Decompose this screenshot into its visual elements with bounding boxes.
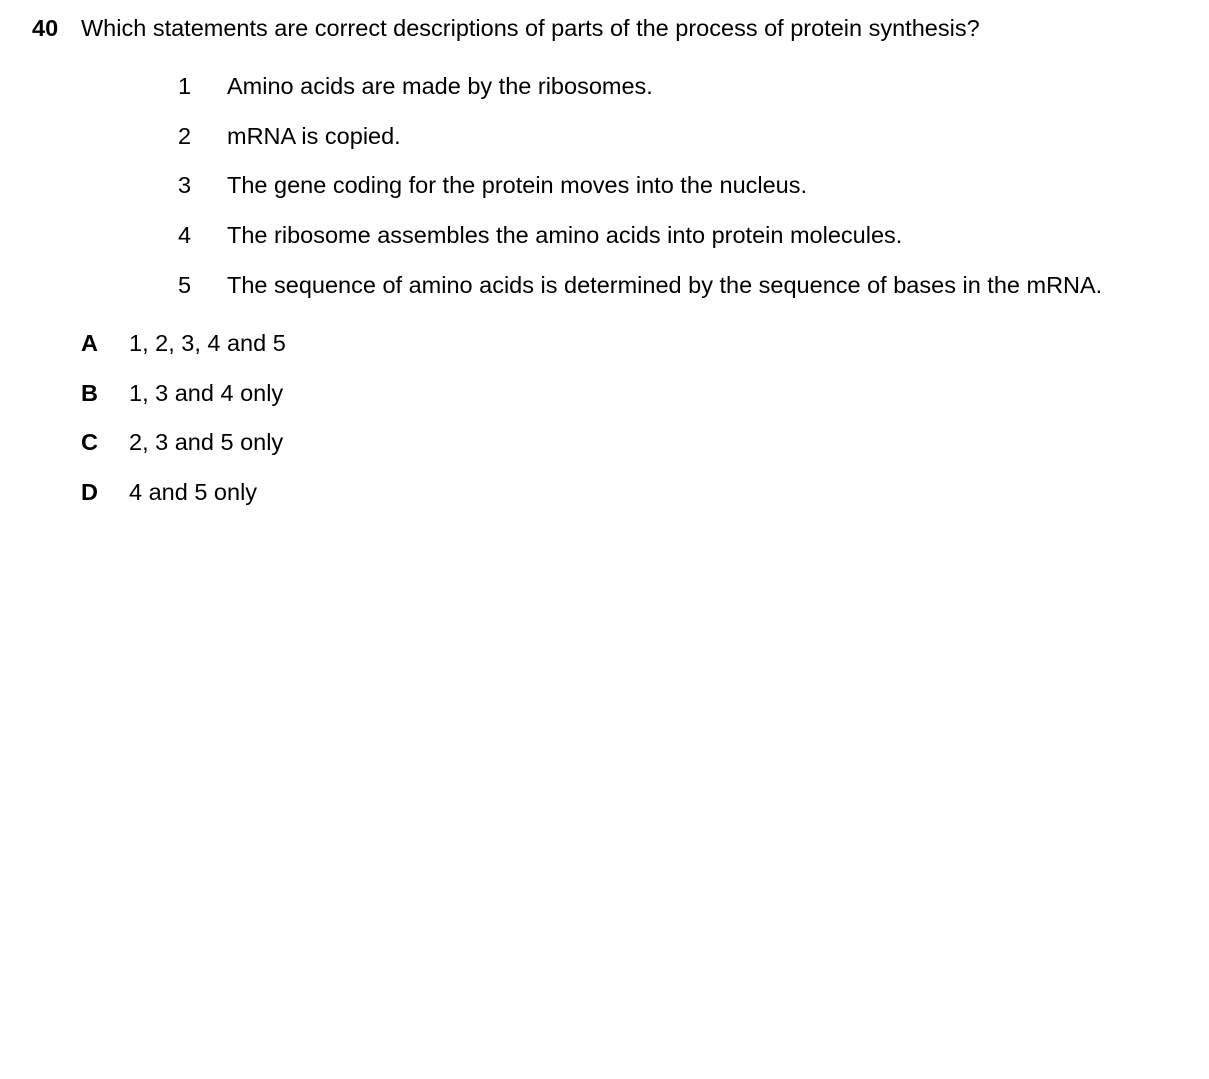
answer-options <box>0 328 1209 526</box>
answer-option-c[interactable] <box>0 427 1209 477</box>
answer-option-d[interactable] <box>0 477 1209 527</box>
option-text: 4 and 5 only <box>129 478 258 505</box>
option-text: 2, 3 and 5 only <box>129 429 284 455</box>
statement-text: The sequence of amino acids is determined by the sequence of bases in the mRNA. <box>227 271 1103 298</box>
question-text: Which statements are correct descriptions of parts of the process of protein synthesis? <box>81 15 980 41</box>
statement-text: Amino acids are made by the ribosomes. <box>227 73 653 99</box>
option-text: 1, 2, 3, 4 and 5 <box>129 330 286 356</box>
statement-number: 1 <box>178 73 192 99</box>
option-letter: D <box>81 478 98 505</box>
option-letter: B <box>81 379 98 406</box>
statement-item <box>0 220 1209 270</box>
statement-text: The gene coding for the protein moves into the nucleus. <box>227 172 808 199</box>
statement-number: 2 <box>178 122 192 149</box>
statement-text: The ribosome assembles the amino acids into protein molecules. <box>227 222 903 249</box>
statement-number: 3 <box>178 172 192 199</box>
option-letter: A <box>81 330 98 356</box>
option-text: 1, 3 and 4 only <box>129 379 284 406</box>
statement-item <box>0 270 1209 320</box>
option-letter: C <box>81 429 98 455</box>
answer-option-b[interactable] <box>0 378 1209 428</box>
question-number: 40 <box>32 15 59 41</box>
statement-number: 4 <box>178 222 192 249</box>
statement-item <box>0 121 1209 171</box>
statement-item <box>0 71 1209 121</box>
statement-text: mRNA is copied. <box>227 122 401 149</box>
statement-item <box>0 170 1209 220</box>
statement-number: 5 <box>178 271 192 298</box>
statement-list <box>0 71 1209 319</box>
answer-option-a[interactable] <box>0 328 1209 378</box>
